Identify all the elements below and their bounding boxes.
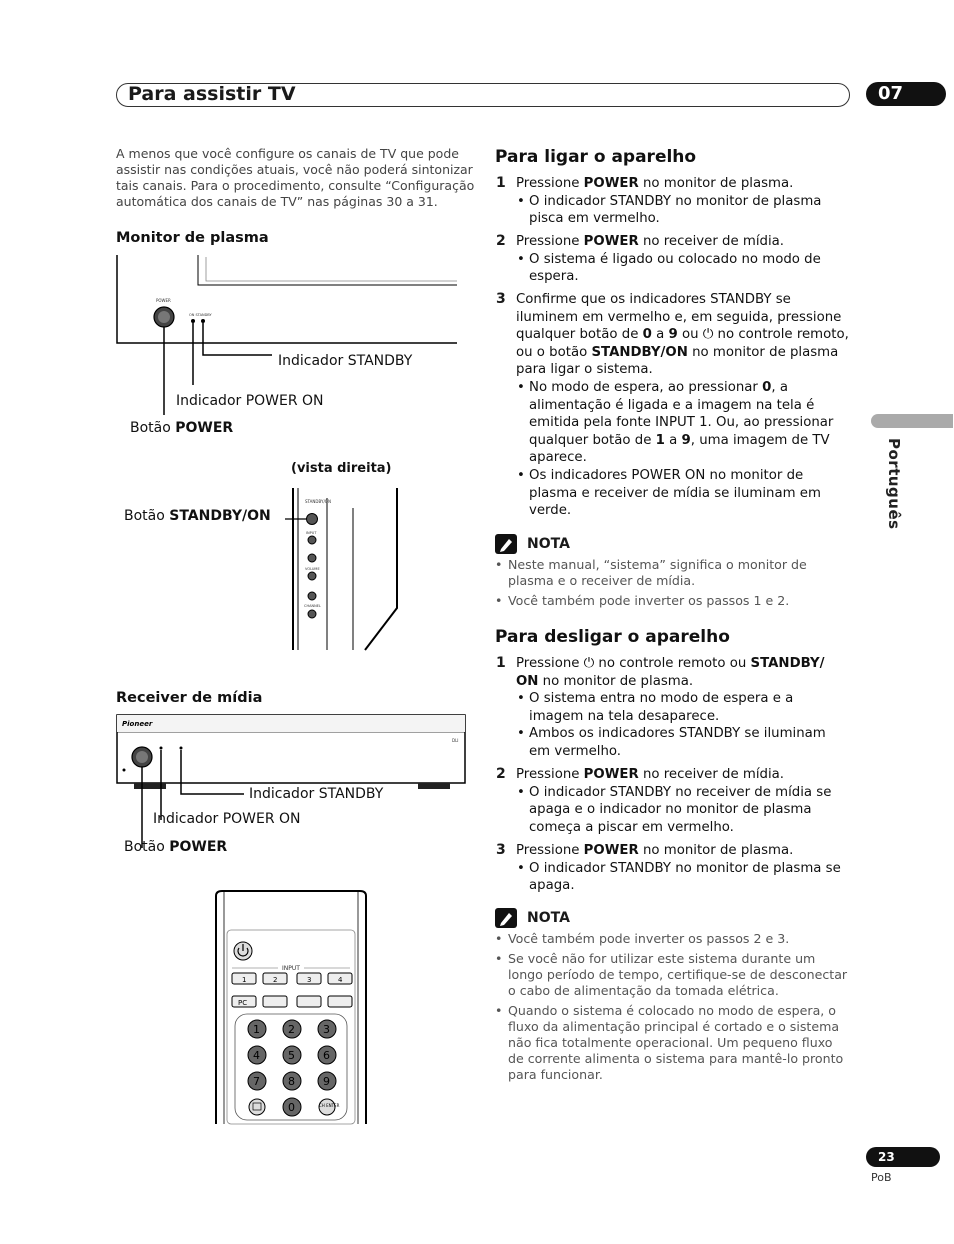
language-code: PoB <box>871 1171 892 1184</box>
note-2-title: NOTA <box>527 910 570 926</box>
input-button-4[interactable]: 4 <box>338 976 343 984</box>
note-2-list: • Você também pode inverter os passos 2 e 3. • Se você não for utilizar este sistema durante um longo período de tempo, certifique-se de desconectar o cabo de alimentação da tomada elétrica. • Quando o sistema é colocado no modo de espera, o fluxo da alimentação principal é cortado e o sistema não fica totalmente operacional. Um pequeno fluxo de corrente alimenta o sistema para mantê-lo pronto para funcionar. <box>495 931 849 1083</box>
svg-text:ON STANDBY: ON STANDBY <box>189 313 212 317</box>
monitor-side-illustration <box>285 488 410 653</box>
svg-text:STANDBY/ON: STANDBY/ON <box>305 499 331 504</box>
note-pencil-icon <box>495 534 517 554</box>
standby-on-button-label: Botão STANDBY/ON <box>124 508 271 524</box>
input-button-3[interactable]: 3 <box>307 976 312 984</box>
turn-on-step-2: Pressione POWER no receiver de mídia. • O sistema é ligado ou colocado no modo de espera. <box>516 233 850 286</box>
monitor-heading: Monitor de plasma <box>116 230 269 246</box>
pc-button[interactable]: PC <box>238 999 248 1007</box>
digit-7[interactable]: 7 <box>253 1075 260 1088</box>
monitor-power-on-indicator-label: Indicador POWER ON <box>176 393 324 409</box>
input-label: INPUT <box>282 965 300 972</box>
turn-off-step-3: Pressione POWER no monitor de plasma. • O indicador STANDBY no monitor de plasma se apaga. <box>516 842 850 895</box>
input-button-1[interactable]: 1 <box>242 976 247 984</box>
digit-8[interactable]: 8 <box>288 1075 295 1088</box>
remote-control-illustration <box>210 888 374 1128</box>
digit-9[interactable]: 9 <box>323 1075 330 1088</box>
side-view-caption: (vista direita) <box>291 461 392 476</box>
turn-on-step-3-num: 3 <box>496 291 506 307</box>
note-pencil-icon <box>495 908 517 928</box>
page-number: 23 <box>866 1147 940 1167</box>
note-1-title: NOTA <box>527 536 570 552</box>
chapter-badge: 07 <box>866 82 946 106</box>
receiver-power-on-indicator-label: Indicador POWER ON <box>153 811 301 827</box>
turn-on-step-1-num: 1 <box>496 175 506 191</box>
turn-on-heading: Para ligar o aparelho <box>495 147 697 167</box>
receiver-heading: Receiver de mídia <box>116 690 263 706</box>
turn-on-step-1: Pressione POWER no monitor de plasma. • O indicador STANDBY no monitor de plasma pisca em vermelho. <box>516 175 850 228</box>
note-1-list: • Neste manual, “sistema” significa o monitor de plasma e o receiver de mídia. • Você também pode inverter os passos 1 e 2. <box>495 557 849 609</box>
turn-off-step-1: Pressione ⏻ no controle remoto ou STANDBY/ ON no monitor de plasma. • O sistema entra no modo de espera e a imagem na tela desaparece. • Ambos os indicadores STANDBY se iluminam em vermelho. <box>516 655 850 761</box>
digit-3[interactable]: 3 <box>323 1023 330 1036</box>
language-tab <box>871 414 953 428</box>
digit-0[interactable]: 0 <box>288 1101 295 1114</box>
digit-5[interactable]: 5 <box>288 1049 295 1062</box>
svg-text:Pioneer: Pioneer <box>122 720 153 728</box>
turn-off-step-3-num: 3 <box>496 842 506 858</box>
digit-1[interactable]: 1 <box>253 1023 260 1036</box>
language-label: Português <box>885 438 903 530</box>
turn-off-heading: Para desligar o aparelho <box>495 627 730 647</box>
input-button-2[interactable]: 2 <box>273 976 278 984</box>
digit-4[interactable]: 4 <box>253 1049 260 1062</box>
power-symbol-icon: ⏻ <box>583 656 595 671</box>
turn-off-step-2-num: 2 <box>496 766 506 782</box>
digit-6[interactable]: 6 <box>323 1049 330 1062</box>
intro-paragraph: A menos que você configure os canais de TV que pode assistir nas condições atuais, você não poderá sintonizar tais canais. Para o procedimento, consulte “Configuração automática dos canais de TV” nas páginas 30 a 31. <box>116 146 475 209</box>
svg-text:CHANNEL: CHANNEL <box>304 604 321 608</box>
svg-text:VOLUME: VOLUME <box>305 567 320 571</box>
power-symbol-icon: ⏻ <box>702 327 714 343</box>
digit-2[interactable]: 2 <box>288 1023 295 1036</box>
monitor-power-button-label: Botão POWER <box>130 420 234 436</box>
turn-on-step-2-num: 2 <box>496 233 506 249</box>
ch-enter-button[interactable]: CH ENTER <box>319 1103 340 1108</box>
turn-on-step-3: Confirme que os indicadores STANDBY se iluminem em vermelho e, em seguida, pressione qualquer botão de 0 a 9 ou ⏻ no controle remoto, ou o botão STANDBY/ON no monitor de plasma para ligar o sistema. • No modo de espera, ao pressionar 0, a alimentação é ligada e a imagem na tela é emitida pela fonte INPUT 1. Ou, ao pressionar qualquer botão de 1 a 9, uma imagem de TV aparece. • Os indicadores POWER ON no monitor de plasma e receiver de mídia se iluminam em verde. <box>516 291 850 520</box>
monitor-standby-indicator-label: Indicador STANDBY <box>278 353 413 369</box>
turn-off-step-1-num: 1 <box>496 655 506 671</box>
svg-text:POWER: POWER <box>156 298 171 303</box>
receiver-power-button-label: Botão POWER <box>124 839 228 855</box>
receiver-standby-indicator-label: Indicador STANDBY <box>249 786 384 802</box>
svg-text:INPUT: INPUT <box>306 531 317 535</box>
svg-text:DLI: DLI <box>452 738 459 743</box>
page-title: Para assistir TV <box>128 83 296 105</box>
turn-off-step-2: Pressione POWER no receiver de mídia. • O indicador STANDBY no receiver de mídia se apaga e o indicador no monitor de plasma começa a piscar em vermelho. <box>516 766 850 836</box>
